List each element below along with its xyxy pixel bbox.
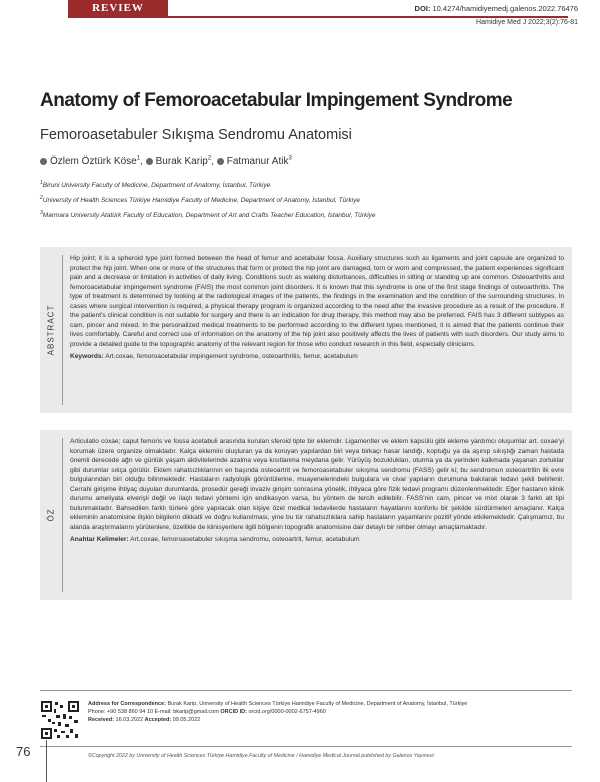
abstract-text: Hip joint; it is a spheroid type joint formed between the head of femur and acetabular fossa. Auxiliary structures such as ligaments and joint capsule are organized to protect the hip joint. When one or more of the structures that form or protect the hip joint are damaged, torn or worn and compressed, the patient experiences significant pain and a decrease or limitation in activities of daily living. Conditions such as walking disturbances, difficulties in sitting or standing up are common. Osteoarthritis and femoroacetabular impingement syndrome (FAIS) the most common joint disorders. It is known that this syndrome is one of the first stage findings of osteoarthritis. The type of treatment is determined by looking at the radiological images of the patients, the findings in the examination and the condition of the surrounding structures. In cases where surgical intervention is required, a physical therapy program is organized according to the need after the invasive procedure as a result of the procedure. If the patient's clinical condition is not suitable for surgery and there is an indication for drug therapy, this method may also be preferred. FAIS has 3 different subtypes as cam, pincer and mixed. In the personalized medical treatments to be performed according to the different types mentioned, it is aimed that the patients continue their lives comfortably. Careful and correct use of information on the anatomy of the hip joint also positively affects the lives of patients with such disorders. Our study aims to provide a detailed guide to the topographic anatomy of the relevant region for those who conduct research in this field, especially clinicians. (70, 255, 564, 348)
email-label: E-mail: (154, 709, 172, 716)
review-label: REVIEW (68, 0, 168, 16)
correspondence-block (88, 700, 558, 725)
abstract-body (70, 254, 564, 362)
journal-reference: Hamidiye Med J 2022;3(2):76-81 (476, 19, 578, 26)
received-value: 16.03.2022 (115, 717, 144, 724)
phone-label: Phone: (88, 709, 106, 716)
affiliation-text: Biruni University Faculty of Medicine, Department of Anatomy, İstanbul, Türkiye (42, 182, 271, 190)
copyright-notice: ©Copyright 2022 by University of Health Sciences Türkiye Hamidiye Faculty of Medicine / Hamidiye Medical Journal published by Galenos Yayınevi. (88, 753, 435, 759)
doi[interactable] (415, 4, 578, 13)
address-value: Burak Karip, University of Health Sciences Türkiye Hamidiye Faculty of Medicine, Department of Anatomy, İstanbul, Türkiye (167, 701, 468, 707)
author-sup: 2 (207, 156, 212, 162)
affiliation (40, 210, 376, 219)
abstract-keywords (70, 352, 564, 362)
orcid-label: ORCID ID: (220, 709, 247, 716)
affiliation-sup: 3 (40, 210, 43, 216)
email-value[interactable]: bkarip@gmail.com (173, 709, 219, 716)
abstract-label-column (40, 247, 62, 413)
affiliation-sup: 1 (40, 180, 43, 186)
affiliation (40, 180, 270, 189)
page-number: 76 (16, 744, 31, 759)
abstract-label: ABSTRACT (46, 304, 56, 356)
author-name: Burak Karip (155, 156, 208, 168)
oz-keywords-label: Anahtar Kelimeler: (70, 536, 129, 544)
author-name: Fatmanur Atik (226, 156, 289, 168)
orcid-value[interactable]: orcid.org/0000-0002-6757-4960 (248, 709, 326, 716)
author-name: Özlem Öztürk Köse (50, 156, 137, 168)
author[interactable] (146, 156, 217, 167)
author[interactable] (217, 156, 292, 167)
orcid-icon[interactable] (217, 158, 224, 165)
author-sep: , (211, 156, 214, 168)
accepted-label: Accepted: (144, 717, 172, 724)
affiliation-text: Marmara University Atatürk Faculty of Education, Department of Art and Crafts Teacher Education, İstanbul, Türkiye (42, 212, 376, 220)
author-sep: , (140, 156, 143, 168)
oz-box (40, 430, 572, 600)
keywords-label: Keywords: (70, 353, 104, 361)
oz-divider (62, 438, 63, 592)
oz-body (70, 437, 564, 545)
author-sup: 3 (288, 156, 292, 162)
doi-value: 10.4274/hamidiyemedj.galenos.2022.76476 (432, 4, 578, 13)
article-title: Anatomy of Femoroacetabular Impingement Syndrome (40, 90, 513, 111)
correspondence-dates (88, 716, 558, 724)
author-list (40, 156, 292, 167)
affiliation-text: University of Health Sciences Türkiye Hamidiye Faculty of Medicine, Department of Anatomy, İstanbul, Türkiye (42, 197, 360, 205)
accepted-value: 09.05.2022 (172, 717, 201, 724)
affiliation-sup: 2 (40, 195, 43, 201)
oz-label-column (40, 430, 62, 600)
oz-keywords (70, 535, 564, 545)
orcid-icon[interactable] (146, 158, 153, 165)
orcid-icon[interactable] (40, 158, 47, 165)
oz-text: Articulatio coxae; caput femoris ve fossa acetabuli arasında kurulan sferoid tipte bir eklemdir. Ligamentler ve eklem kapsülü gibi ekleme yardımcı oluşumlar art. coxae'yi korumak üzere organize olmaktadır. Kalça eklemini oluşturan ya da koruyan yapılardan biri veya birkaçı hasar landığı, koptuğu ya da aşınıp sıkıştığı zaman hastada önemli derecede ağrı ve günlük yaşam aktivitelerinde azalma veya kısıtlanma meydana gelir. Yürüyüş bozuklukları, oturma ya da yerinden kalkmada yaşanan zorluklar gibi durumlar sıkça görülür. Eklem rahatsızlıklarının en başında osteoartrit ve femoroasetabuler sıkışma sendromu (FASS) gelir ki; bu sendromun osteoartritin ilk evre bulgularından biri olduğu bilinmektedir. Hastaların radyolojik görüntülerine, muayenelerindeki bulgulara ve civar yapıların durumuna bakılarak tedavi şekli belirlenir. Cerrahi girişime ihtiyaç duyulan durumlarda, prosedür gereği invaziv girişim sonrasına yönelik, ihtiyaca göre fizik tedavi programı düzenlenmektedir. Eğer hastanın klinik durumu ameliyata elverişli değil ve ilaçlı tedavi yöntemi için endikasyon varsa, bu yöntem de tercih edilebilir. FASS'nin cam, pincer ve mixt olarak 3 farklı alt tipi bulunmaktadır. Bahsedilen farklı türlere göre yapılacak olan kişiye özel medikal tedavilerde hastaların hayatlarını konforlu bir şekilde sürdürmeleri amaçlanır. Kalça ekleminin anatomisine ilişkin bilgilerin dikkatli ve doğru kullanılması, yine bu tür rahatsızlıklara sahip hastaların yaşamlarını pozitif yönde etkilemektedir. Çalışmamız, bu alanda araştırmalarını yürütenlere, özellikle de klinisyenlere ilgili bölgenin topografik anatomisine dair detaylı bir rehber olmayı amaçlamaktadır. (70, 438, 564, 531)
doi-prefix: DOI: (414, 4, 431, 13)
footer-rule (40, 690, 572, 691)
correspondence-contact (88, 708, 558, 716)
oz-keywords-value: Art.coxae, femoroasetabuler sıkışma sendromu, osteoartrit, femur, acetabulum (130, 536, 360, 544)
header-rule (68, 16, 568, 18)
article-subtitle: Femoroasetabuler Sıkışma Sendromu Anatomisi (40, 127, 352, 143)
phone-value: +90 538 860 94 10 (106, 709, 153, 716)
qr-code-icon (40, 700, 80, 740)
abstract-box (40, 247, 572, 413)
author[interactable] (40, 156, 146, 167)
copyright-rule (40, 746, 572, 747)
correspondence-address (88, 700, 558, 708)
author-sup: 1 (136, 156, 141, 162)
oz-label: ÖZ (46, 508, 56, 522)
affiliation (40, 195, 360, 204)
address-label: Address for Correspondence: (88, 701, 166, 707)
received-label: Received: (88, 717, 114, 724)
keywords-value: Art.coxae, femoroacetabular impingement syndrome, osteoarthritis, femur, acetabulum (105, 353, 358, 361)
abstract-divider (62, 255, 63, 405)
page-number-rule (46, 740, 47, 782)
